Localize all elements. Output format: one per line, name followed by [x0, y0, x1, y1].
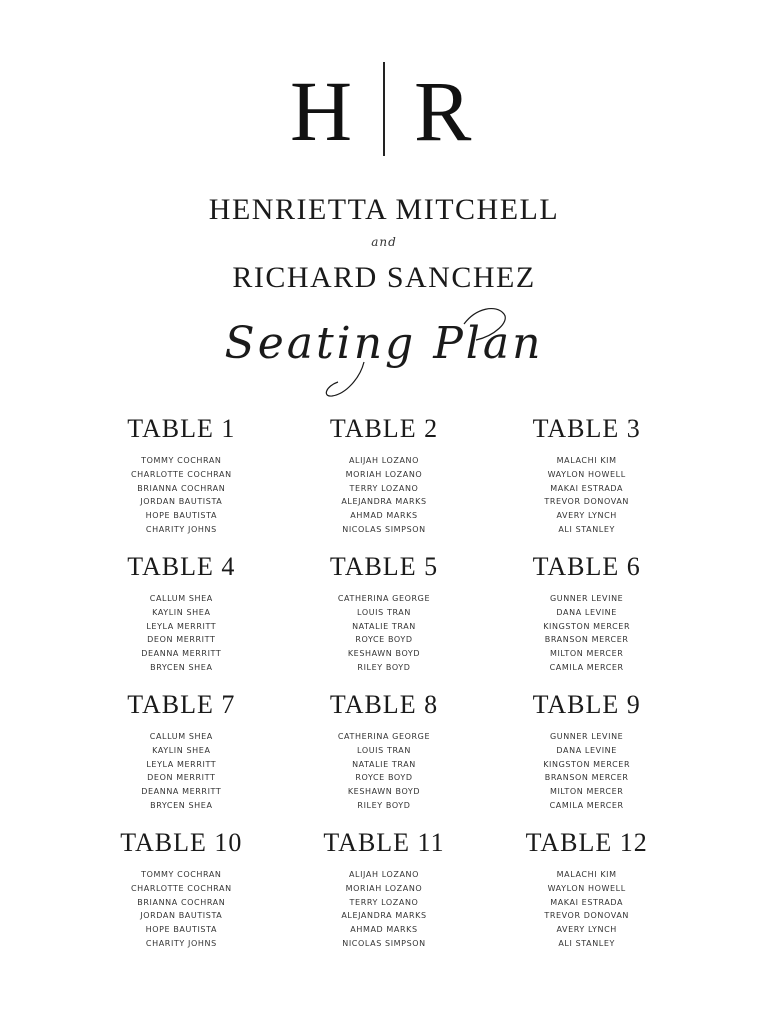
monogram-left-initial: H [290, 63, 353, 159]
guest-name: AVERY LYNCH [556, 925, 617, 935]
guest-name: GUNNER LEVINE [549, 732, 624, 741]
partner-one-name: HENRIETTA MITCHELL [208, 193, 560, 226]
table-title: TABLE 1 [127, 414, 236, 443]
guest-name: ALI STANLEY [558, 938, 615, 948]
table-title: TABLE 9 [532, 690, 641, 719]
guest-name: NICOLAS SIMPSON [342, 938, 426, 948]
guest-name: TERRY LOZANO [349, 897, 419, 907]
monogram-divider [383, 62, 385, 156]
table-block [485, 550, 688, 676]
table-title: TABLE 6 [532, 552, 641, 581]
guest-name: CATHERINA GEORGE [337, 594, 431, 603]
guest-name: HOPE BAUTISTA [145, 925, 218, 935]
table-title: TABLE 10 [120, 828, 243, 857]
guest-name: ALIJAH LOZANO [348, 456, 420, 465]
guest-name: CATHERINA GEORGE [337, 732, 431, 741]
table-title: TABLE 8 [329, 690, 439, 719]
guest-name: BRIANNA COCHRAN [137, 897, 226, 907]
guest-name: NATALIE TRAN [352, 759, 416, 769]
guest-name: TOMMY COCHRAN [141, 870, 222, 879]
guest-name: DEON MERRITT [147, 773, 216, 783]
table-title: TABLE 4 [127, 552, 236, 581]
table-block [80, 550, 283, 676]
table-block [283, 826, 486, 952]
guest-name: BRANSON MERCER [544, 773, 629, 783]
guest-name: WAYLON HOWELL [547, 469, 626, 479]
guest-name: MALACHI KIM [556, 456, 617, 465]
guest-list [80, 454, 283, 537]
guest-name: LOUIS TRAN [357, 745, 411, 755]
guest-name: TOMMY COCHRAN [141, 456, 222, 465]
guest-name: MORIAH LOZANO [345, 883, 423, 893]
guest-name: RILEY BOYD [357, 662, 411, 672]
guest-name: ALI STANLEY [558, 524, 615, 534]
guest-name: JORDAN BAUTISTA [140, 911, 223, 921]
monogram-right-initial: R [414, 63, 472, 159]
guest-name: AVERY LYNCH [556, 511, 617, 521]
guest-name: MAKAI ESTRADA [550, 897, 624, 907]
guest-name: LEYLA MERRITT [146, 759, 217, 769]
guest-name: CAMILA MERCER [549, 662, 624, 672]
guest-list [485, 730, 688, 813]
guest-name: BRYCEN SHEA [150, 662, 213, 672]
guest-list [80, 730, 283, 813]
names-conjunction: and [371, 235, 397, 249]
guest-name: ROYCE BOYD [355, 773, 413, 783]
guest-name: DEANNA MERRITT [141, 649, 222, 659]
guest-name: DEANNA MERRITT [141, 787, 222, 797]
table-block [80, 688, 283, 814]
table-title: TABLE 2 [329, 414, 439, 443]
table-block [283, 412, 486, 538]
guest-name: ALEJANDRA MARKS [341, 497, 427, 507]
guest-list [80, 592, 283, 675]
guest-name: ROYCE BOYD [355, 635, 413, 645]
guest-name: TREVOR DONOVAN [544, 497, 629, 507]
guest-name: MILTON MERCER [549, 787, 624, 797]
seating-plan-title-text: Seating Plan [224, 318, 544, 369]
guest-name: ALEJANDRA MARKS [341, 911, 427, 921]
guest-name: CALLUM SHEA [149, 594, 213, 603]
guest-name: MORIAH LOZANO [345, 469, 423, 479]
table-block [485, 412, 688, 538]
guest-name: TERRY LOZANO [349, 483, 419, 493]
partner-two-name: RICHARD SANCHEZ [232, 261, 536, 294]
guest-name: RILEY BOYD [357, 800, 411, 810]
table-title: TABLE 12 [525, 828, 648, 857]
table-title: TABLE 11 [323, 828, 445, 857]
tables-grid [80, 412, 688, 952]
table-title: TABLE 7 [127, 690, 236, 719]
guest-list [283, 868, 486, 951]
guest-name: LOUIS TRAN [357, 607, 411, 617]
table-title: TABLE 3 [532, 414, 641, 443]
guest-list [283, 454, 486, 537]
table-block [283, 550, 486, 676]
table-block [485, 688, 688, 814]
guest-name: KESHAWN BOYD [347, 649, 421, 659]
table-block [283, 688, 486, 814]
guest-list [80, 868, 283, 951]
guest-list [485, 592, 688, 675]
guest-name: CALLUM SHEA [149, 732, 213, 741]
guest-name: LEYLA MERRITT [146, 621, 217, 631]
guest-name: CAMILA MERCER [549, 800, 624, 810]
guest-name: KAYLIN SHEA [152, 745, 211, 755]
guest-name: HOPE BAUTISTA [145, 511, 218, 521]
guest-list [485, 868, 688, 951]
table-block [485, 826, 688, 952]
guest-name: NICOLAS SIMPSON [342, 524, 426, 534]
guest-list [485, 454, 688, 537]
table-block [80, 826, 283, 952]
guest-name: BRYCEN SHEA [150, 800, 213, 810]
guest-name: KAYLIN SHEA [152, 607, 211, 617]
guest-name: KESHAWN BOYD [347, 787, 421, 797]
monogram [0, 62, 768, 162]
guest-name: BRANSON MERCER [544, 635, 629, 645]
table-title: TABLE 5 [329, 552, 439, 581]
guest-name: AHMAD MARKS [350, 511, 418, 521]
guest-name: JORDAN BAUTISTA [140, 497, 223, 507]
guest-list [283, 730, 486, 813]
guest-name: KINGSTON MERCER [543, 621, 631, 631]
guest-name: KINGSTON MERCER [543, 759, 631, 769]
guest-name: CHARITY JOHNS [145, 938, 217, 948]
guest-name: CHARLOTTE COCHRAN [130, 883, 232, 893]
guest-name: GUNNER LEVINE [549, 594, 624, 603]
guest-name: MAKAI ESTRADA [550, 483, 624, 493]
guest-name: CHARITY JOHNS [145, 524, 217, 534]
guest-name: AHMAD MARKS [350, 925, 418, 935]
guest-name: WAYLON HOWELL [547, 883, 626, 893]
guest-name: DANA LEVINE [556, 607, 617, 617]
guest-name: ALIJAH LOZANO [348, 870, 420, 879]
guest-name: TREVOR DONOVAN [544, 911, 629, 921]
table-block [80, 412, 283, 538]
couple-names [0, 190, 768, 298]
guest-name: NATALIE TRAN [352, 621, 416, 631]
guest-name: MILTON MERCER [549, 649, 624, 659]
guest-name: MALACHI KIM [556, 870, 617, 879]
guest-name: CHARLOTTE COCHRAN [130, 469, 232, 479]
guest-name: DANA LEVINE [556, 745, 617, 755]
guest-list [283, 592, 486, 675]
guest-name: BRIANNA COCHRAN [137, 483, 226, 493]
seating-plan-title [214, 296, 554, 406]
guest-name: DEON MERRITT [147, 635, 216, 645]
